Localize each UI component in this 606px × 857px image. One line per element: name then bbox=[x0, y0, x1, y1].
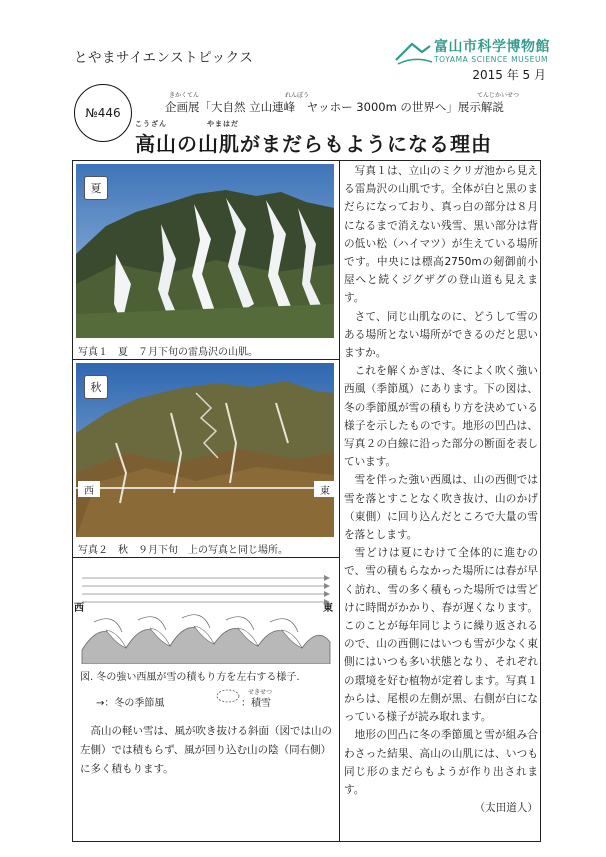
page-title bbox=[135, 120, 492, 157]
legend-snow: ：積雪 bbox=[241, 698, 271, 709]
diagram-caption: 図. 冬の強い西風が雪の積もり方を左右する様子. bbox=[80, 672, 300, 683]
body-paragraph: 写真１は、立山のミクリガ池から見える雷鳥沢の山肌です。全体が白と黒のまだらになっており、真っ白の部分は８月になるまで消えない残雪、黒い部分は背の低い松（ハイマツ）が生えている場所です。中央には標高2750mの剱御前小屋へと続くジグザグの登山道も見えます。 bbox=[344, 165, 538, 305]
body-paragraph: 雪どけは夏にむけて全体的に進むので、雪の積もらなかった場所には春が早く訪れ、雪の多く積もった場所では雪どけに時間がかかり、春が遅くなります。このことが毎年同じように繰り返されるので、山の西側にはいつも雪が少なく東側にはいつも多い状態となり、それぞれの環境を好む植物が定着します。写真１からは、尾根の左側が黒、右側が白になっている様子が読み取れます。 bbox=[344, 547, 538, 724]
season-tag-autumn: 秋 bbox=[84, 375, 108, 399]
diagram-explanation: 高山の軽い雪は、風が吹き抜ける斜面（図では山の左側）では積もらず、風が回り込む山の陰（同右側）に多く積もります。 bbox=[80, 725, 332, 775]
series-title: とやまサイエンストピックス bbox=[74, 50, 254, 66]
autumn-mountain-image bbox=[76, 363, 334, 537]
summer-mountain-image bbox=[76, 164, 334, 338]
subtitle-ruby: れんぽう bbox=[285, 92, 310, 99]
diagram-east-label: 東 bbox=[323, 603, 333, 614]
photo-autumn bbox=[76, 363, 334, 537]
body-paragraph: 地形の凹凸に冬の季節風と雪が組み合わさった結果、高山の山肌には、いつも同じ形のまだらもようが作り出されます。 bbox=[344, 729, 538, 796]
exhibition-subtitle bbox=[165, 92, 520, 115]
snow-legend-icon bbox=[216, 689, 240, 703]
diagram-west-label: 西 bbox=[74, 603, 84, 614]
author-name: （太田道人） bbox=[474, 802, 538, 815]
legend-wind: →：冬の季節風 bbox=[96, 698, 165, 709]
season-tag-summer: 夏 bbox=[84, 176, 108, 200]
body-paragraph: さて、同じ山肌なのに、どうして雪のある場所とない場所ができるのだと思いますか。 bbox=[344, 310, 538, 360]
subtitle-ruby: てんじかいせつ bbox=[477, 92, 520, 99]
west-label: 西 bbox=[78, 481, 100, 497]
wind-snow-diagram bbox=[74, 572, 336, 664]
article-body bbox=[344, 162, 538, 817]
photo2-caption: 写真２ 秋 ９月下旬 上の写真と同じ場所。 bbox=[78, 545, 288, 556]
body-paragraph: これを解くかぎは、冬によく吹く強い西風（季節風）にあります。下の図は、冬の季節風が雪の積もり方を決めている様子を示したものです。地形の凹凸は、写真２の白線に沿った部分の断面を表しています。 bbox=[344, 365, 538, 469]
issue-number-text: №446 bbox=[85, 106, 121, 120]
subtitle-text: 企画展「大自然 立山連峰 ヤッホー 3000m の世界へ」展示解説 bbox=[165, 100, 504, 114]
issue-number bbox=[74, 84, 132, 142]
museum-name-jp: 富山市科学博物館 bbox=[434, 39, 550, 55]
title-ruby: こうざん bbox=[135, 120, 167, 128]
body-paragraph: 雪を伴った強い西風は、山の西側では雪を落とすことなく吹き抜け、山のかげ（東側）に回り込んだところで大量の雪を落とします。 bbox=[344, 474, 538, 542]
divider bbox=[72, 557, 339, 558]
divider bbox=[72, 359, 339, 360]
issue-date: 2015 年 5 月 bbox=[472, 68, 546, 82]
east-label: 東 bbox=[314, 481, 336, 497]
subtitle-ruby: きかくてん bbox=[169, 92, 200, 99]
museum-name-en: TOYAMA SCIENCE MUSEUM bbox=[434, 55, 549, 64]
photo1-caption: 写真１ 夏 ７月下旬の雷鳥沢の山肌。 bbox=[78, 347, 258, 358]
title-ruby: やまはだ bbox=[207, 120, 239, 128]
photo-summer bbox=[76, 164, 334, 338]
title-text: 高山の山肌がまだらもようになる理由 bbox=[135, 132, 492, 156]
legend-snow-ruby: せきせつ bbox=[248, 689, 273, 696]
